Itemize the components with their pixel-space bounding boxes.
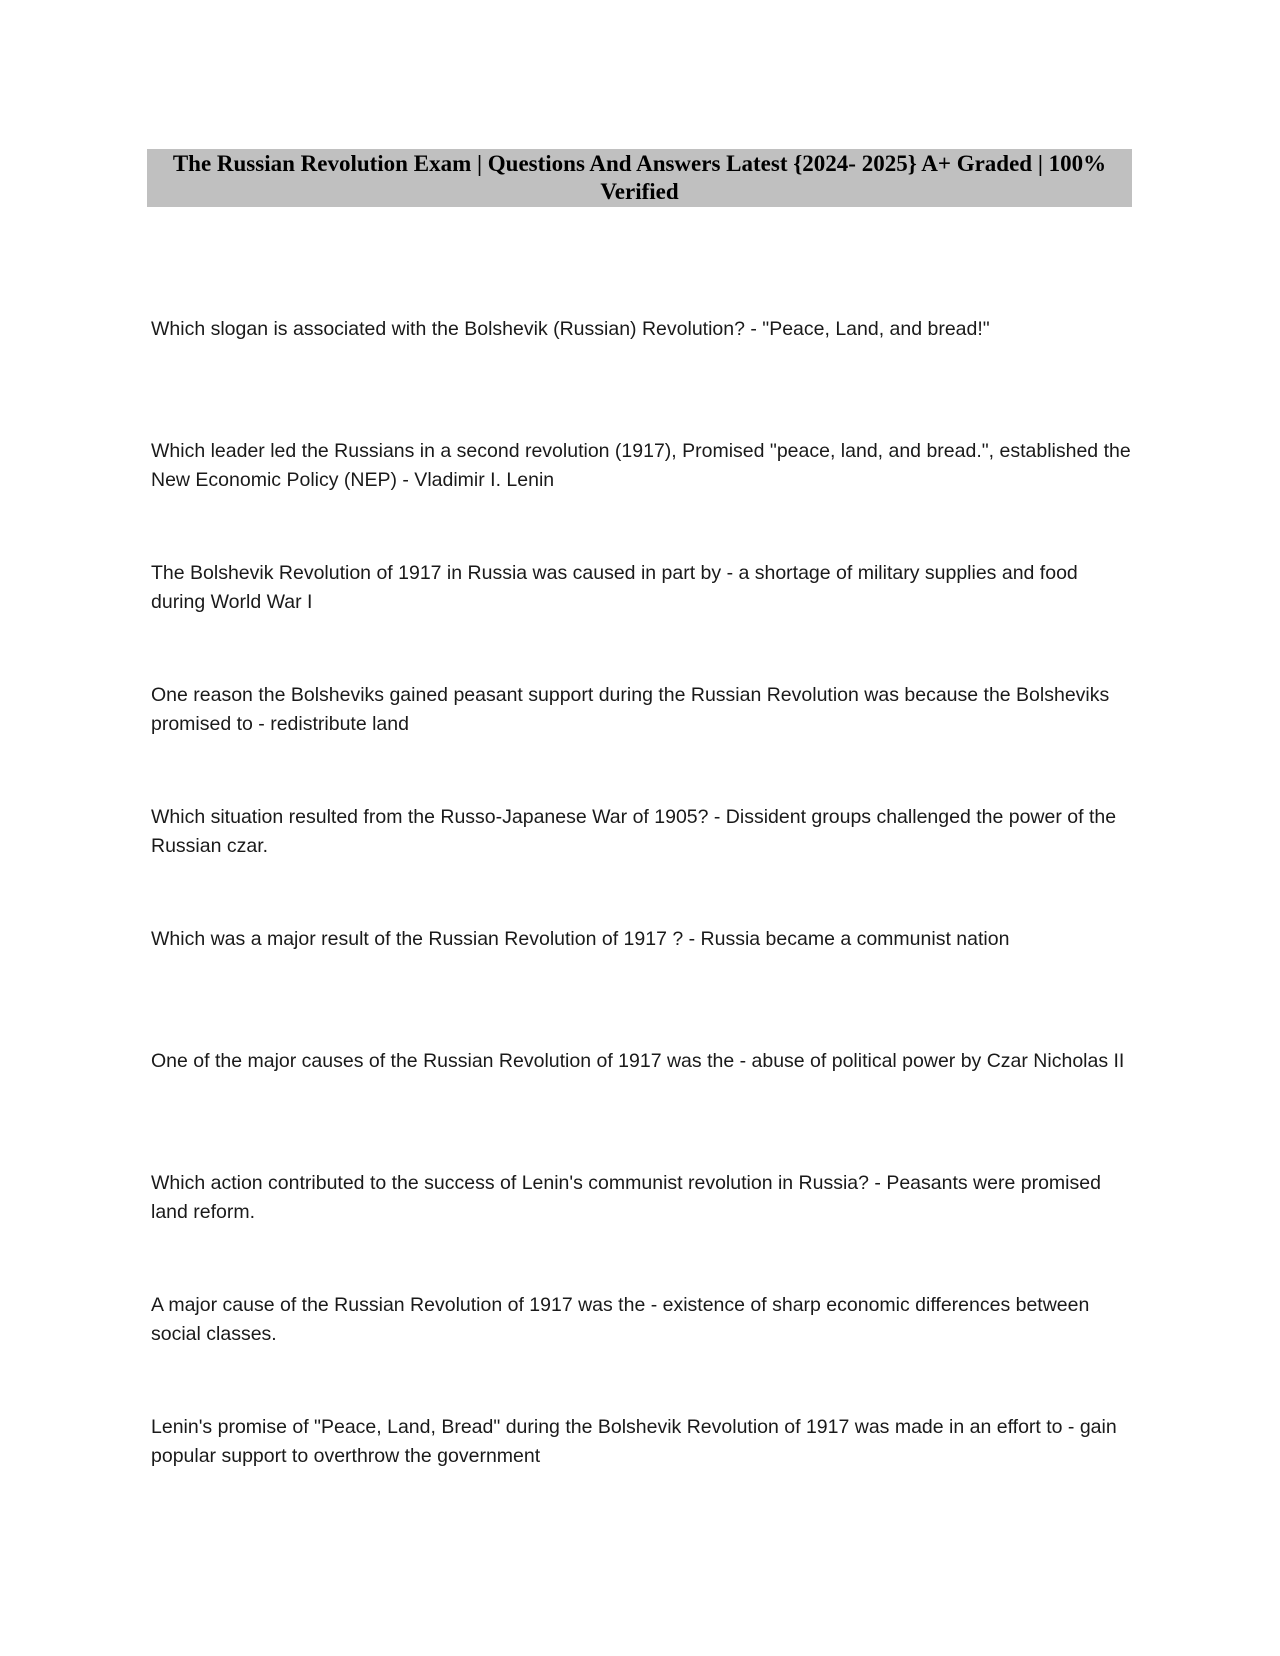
qa-item-3: The Bolshevik Revolution of 1917 in Russia was caused in part by - a shortage of military supplies and food during World War I — [151, 562, 1078, 613]
qa-item-4: One reason the Bolsheviks gained peasant support during the Russian Revolution was because the Bolsheviks promised to - redistribute land — [151, 684, 1110, 735]
qa-item-8: Which action contributed to the success of Lenin's communist revolution in Russia? - Peasants were promised land reform. — [151, 1172, 1101, 1223]
qa-item-2: Which leader led the Russians in a second revolution (1917), Promised "peace, land, and bread.", established the New Economic Policy (NEP) - Vladimir I. Lenin — [151, 440, 1131, 491]
qa-item-1: Which slogan is associated with the Bolshevik (Russian) Revolution? - "Peace, Land, and bread!" — [151, 318, 990, 340]
qa-item-10: Lenin's promise of "Peace, Land, Bread" during the Bolshevik Revolution of 1917 was made in an effort to - gain popular support to overthrow the government — [151, 1416, 1117, 1467]
qa-item-6: Which was a major result of the Russian Revolution of 1917 ? - Russia became a communist nation — [151, 928, 1010, 950]
qa-list — [151, 315, 1131, 1535]
qa-item-9: A major cause of the Russian Revolution of 1917 was the - existence of sharp economic differences between social classes. — [151, 1294, 1090, 1345]
qa-item-5: Which situation resulted from the Russo-Japanese War of 1905? - Dissident groups challenged the power of the Russian czar. — [151, 806, 1117, 857]
document-title: The Russian Revolution Exam | Questions And Answers Latest {2024- 2025} A+ Graded | 100% Verified — [172, 151, 1107, 204]
qa-item-7: One of the major causes of the Russian Revolution of 1917 was the - abuse of political power by Czar Nicholas II — [151, 1050, 1125, 1072]
title-banner — [147, 149, 1132, 207]
